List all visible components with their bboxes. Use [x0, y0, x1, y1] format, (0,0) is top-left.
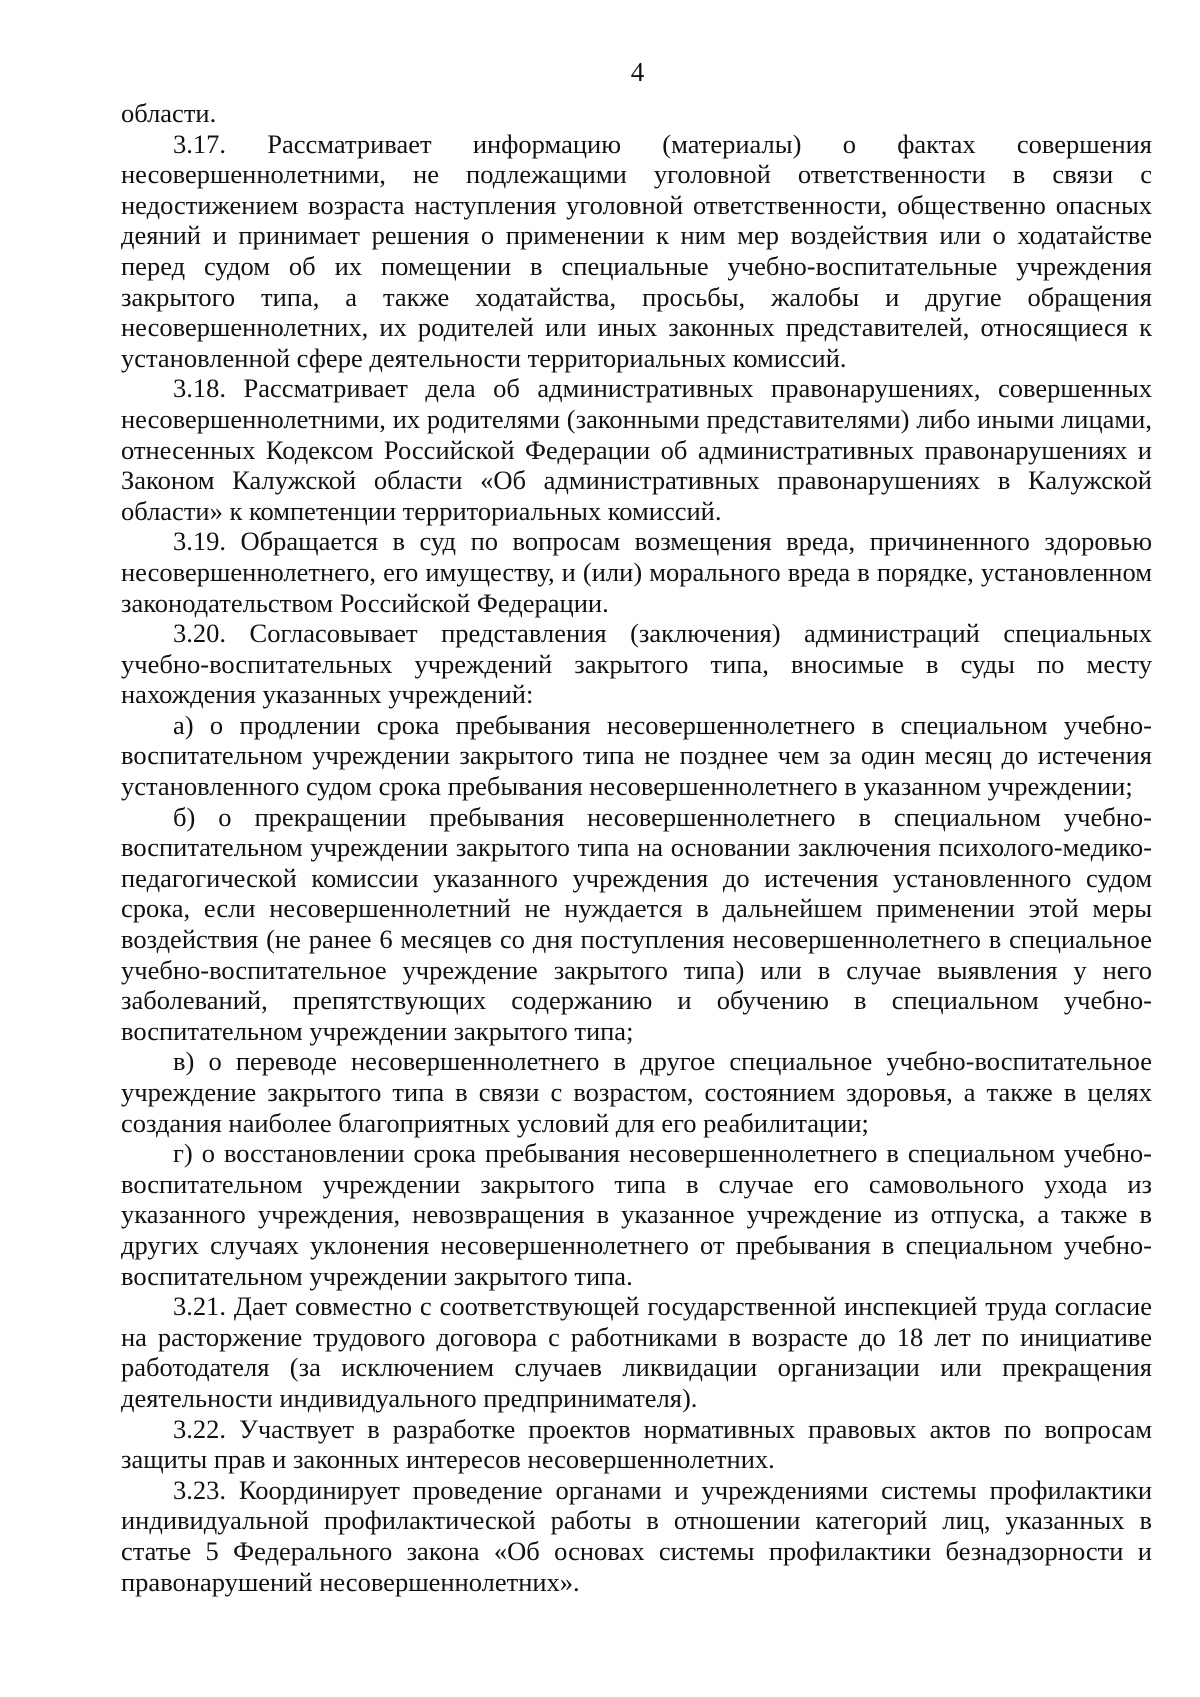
paragraph-3-20: 3.20. Согласовывает представления (заключения) администраций специальных учебно-воспитательных учреждений закрытого типа, вносимые в суды по месту нахождения указанных учреждений:: [121, 618, 1152, 710]
paragraph-3-20-a: а) о продлении срока пребывания несовершеннолетнего в специальном учебно-воспитательном учреждении закрытого типа не позднее чем за один месяц до истечения установленного судом срока пребывания несовершеннолетнего в указанном учреждении;: [121, 709, 1152, 802]
paragraph-3-19: 3.19. Обращается в суд по вопросам возмещения вреда, причиненного здоровью несовершеннолетнего, его имуществу, и (или) морального вреда в порядке, установленном законодательством Российской Федерации.: [121, 526, 1152, 618]
paragraph-3-22: 3.22. Участвует в разработке проектов нормативных правовых актов по вопросам защиты прав и законных интересов несовершеннолетних.: [121, 1413, 1152, 1475]
document-body: [121, 98, 1152, 1597]
paragraph-3-20-g: г) о восстановлении срока пребывания несовершеннолетнего в специальном учебно-воспитательном учреждении закрытого типа в случае его самовольного ухода из указанного учреждения, невозвращения в указанное учреждение из отпуска, а также в других случаях уклонения несовершеннолетнего от пребывания в специальном учебно-воспитательном учреждении закрытого типа.: [121, 1138, 1152, 1291]
paragraph-3-20-v: в) о переводе несовершеннолетнего в другое специальное учебно-воспитательное учреждение закрытого типа в связи с возрастом, состоянием здоровья, а также в целях создания наиболее благоприятных условий для его реабилитации;: [121, 1046, 1152, 1138]
paragraph-3-23: 3.23. Координирует проведение органами и учреждениями системы профилактики индивидуальной профилактической работы в отношении категорий лиц, указанных в статье 5 Федерального закона «Об основах системы профилактики безнадзорности и правонарушений несовершеннолетних».: [121, 1474, 1152, 1597]
page-number: 4: [630, 57, 645, 87]
paragraph-3-20-b: б) о прекращении пребывания несовершеннолетнего в специальном учебно-воспитательном учреждении закрытого типа на основании заключения психолого-медико-педагогической комиссии указанного учреждения до истечения установленного судом срока, если несовершеннолетний не нуждается в дальнейшем применении этой меры воздействия (не ранее 6 месяцев со дня поступления несовершеннолетнего в специальное учебно-воспитательное учреждение закрытого типа) или в случае выявления у него заболеваний, препятствующих содержанию и обучению в специальном учебно-воспитательном учреждении закрытого типа;: [121, 801, 1152, 1046]
paragraph-3-17: 3.17. Рассматривает информацию (материалы) о фактах совершения несовершеннолетними, не подлежащими уголовной ответственности в связи с недостижением возраста наступления уголовной ответственности, общественно опасных деяний и принимает решения о применении к ним мер воздействия или о ходатайстве перед судом об их помещении в специальные учебно-воспитательные учреждения закрытого типа, а также ходатайства, просьбы, жалобы и другие обращения несовершеннолетних, их родителей или иных законных представителей, относящиеся к установленной сфере деятельности территориальных комиссий.: [121, 128, 1152, 373]
paragraph-3-21: 3.21. Дает совместно с соответствующей государственной инспекцией труда согласие на расторжение трудового договора с работниками в возрасте до 18 лет по инициативе работодателя (за исключением случаев ликвидации организации или прекращения деятельности индивидуального предпринимателя).: [121, 1291, 1152, 1413]
paragraph-continuation: области.: [121, 98, 217, 128]
paragraph-3-18: 3.18. Рассматривает дела об административных правонарушениях, совершенных несовершеннолетними, их родителями (законными представителями) либо иными лицами, отнесенных Кодексом Российской Федерации об административных правонарушениях и Законом Калужской области «Об административных правонарушениях в Калужской области» к компетенции территориальных комиссий.: [121, 373, 1152, 526]
